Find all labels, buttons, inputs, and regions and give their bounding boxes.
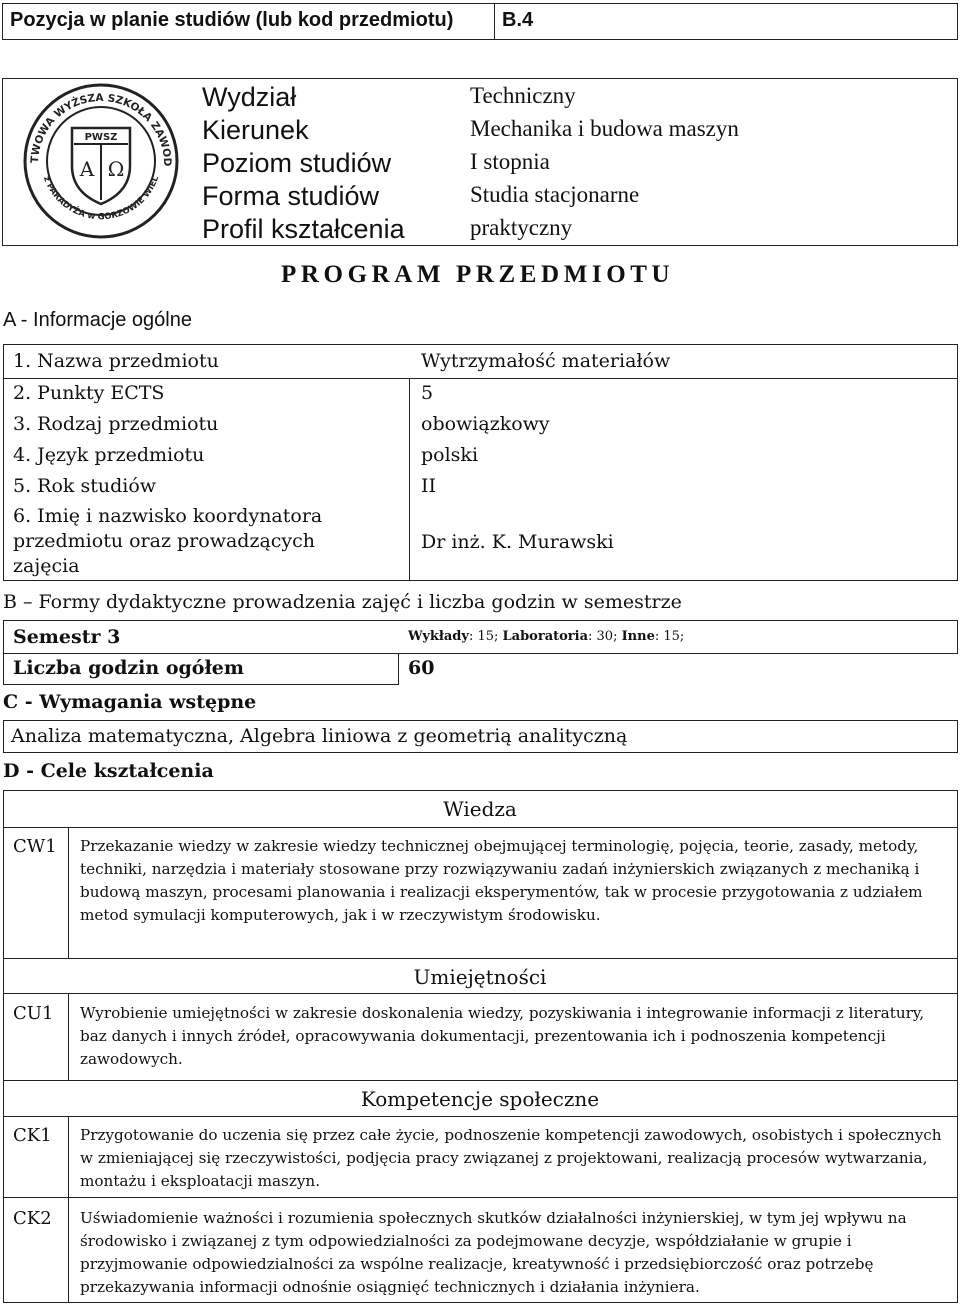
program-title: PROGRAM PRZEDMIOTU bbox=[281, 261, 675, 288]
form-other-hours: 15 bbox=[663, 629, 680, 644]
section-d-heading: D - Cele kształcenia bbox=[3, 760, 214, 782]
pwsz-logo bbox=[22, 82, 180, 240]
svg-text:Ω: Ω bbox=[107, 157, 125, 181]
objective-text-ck1: Przygotowanie do uczenia się przez całe życie, podnoszenie kompetencji zawodowych, osobistych i społecznych w zmieniającej się rzeczywistości, podjęcia pracy związanej z projektowani, realizacją procesów wytwarzania, montażu i eksploatacji maszyn. bbox=[80, 1126, 942, 1190]
language-value: polski bbox=[421, 444, 479, 466]
objective-code-cw1: CW1 bbox=[13, 836, 57, 857]
group-title-social: Kompetencje społeczne bbox=[360, 1087, 600, 1111]
coordinator-label-line1: 6. Imię i nazwisko koordynatora bbox=[13, 505, 323, 527]
year-label: 5. Rok studiów bbox=[13, 475, 157, 497]
position-code: B.4 bbox=[502, 9, 534, 31]
objective-code-cu1: CU1 bbox=[13, 1003, 54, 1024]
form-labs-name: Laboratoria bbox=[502, 629, 589, 644]
header-label-profile: Profil kształcenia bbox=[202, 214, 405, 244]
coordinator-label-line2: przedmiotu oraz prowadzących bbox=[13, 530, 316, 552]
form-other-name: Inne bbox=[621, 629, 655, 644]
prerequisites-text: Analiza matematyczna, Algebra liniowa z geometrią analityczną bbox=[11, 725, 628, 747]
header-label-field: Kierunek bbox=[202, 115, 309, 145]
objective-text-ck2: Uświadomienie ważności i rozumienia społecznych skutków działalności inżynierskiej, w tym jej wpływu na środowisko i związanej z tym odpowiedzialności za podejmowane decyzje, współdziałanie w grupie i przyjmowanie odpowiedzialności za wspólne realizacje, kreatywność i przedsiębiorczość oraz potrzebę przekazywania informacji odnośnie osiągnięć technicznych i działania inżyniera. bbox=[80, 1209, 907, 1296]
total-hours-value: 60 bbox=[408, 657, 435, 679]
language-label: 4. Język przedmiotu bbox=[13, 444, 205, 466]
section-a-heading: A - Informacje ogólne bbox=[3, 309, 192, 331]
group-title-knowledge: Wiedza bbox=[443, 797, 517, 821]
header-label-faculty: Wydział bbox=[202, 82, 297, 112]
header-value-faculty: Techniczny bbox=[470, 83, 576, 108]
total-hours-label: Liczba godzin ogółem bbox=[13, 657, 244, 679]
group-title-skills: Umiejętności bbox=[413, 965, 547, 989]
ects-value: 5 bbox=[421, 382, 434, 404]
form-lectures-name: Wykłady bbox=[408, 629, 469, 644]
header-value-profile: praktyczny bbox=[470, 215, 573, 240]
course-type-value: obowiązkowy bbox=[421, 413, 550, 435]
coordinator-label-line3: zajęcia bbox=[13, 555, 80, 577]
objective-text-cu1: Wyrobienie umiejętności w zakresie doskonalenia wiedzy, pozyskiwania i integrowanie informacji z literatury, baz danych i innych źródeł, opracowywania dokumentacji, prezentowania ich i podnoszenia kompetencji zawodowych. bbox=[80, 1004, 925, 1068]
semester-label: Semestr 3 bbox=[13, 626, 121, 648]
header-value-form: Studia stacjonarne bbox=[470, 182, 640, 207]
course-type-label: 3. Rodzaj przedmiotu bbox=[13, 413, 219, 435]
logo-seal-icon bbox=[22, 82, 180, 240]
objective-code-ck2: CK2 bbox=[13, 1208, 52, 1229]
section-b-heading: B – Formy dydaktyczne prowadzenia zajęć i liczba godzin w semestrze bbox=[3, 591, 682, 613]
svg-text:PAŃSTWOWA WYŻSZA SZKOŁA ZAWODO: TWOWA WYŻSZA SZKOŁA ZAWOD bbox=[28, 91, 174, 167]
ects-label: 2. Punkty ECTS bbox=[13, 382, 165, 404]
form-labs-hours: 30 bbox=[596, 629, 614, 644]
course-name-label: 1. Nazwa przedmiotu bbox=[13, 350, 219, 372]
forms-list: Wykłady: 15; Laboratoria: 30; Inne: 15; bbox=[408, 629, 685, 644]
svg-text:im. JAKUBA z PARADYŻA w GORZOW: z PARADYŻA w GORZOWIE WIEL bbox=[40, 174, 162, 223]
svg-text:PWSZ: PWSZ bbox=[84, 132, 118, 143]
form-lectures-hours: 15 bbox=[477, 629, 495, 644]
section-c-heading: C - Wymagania wstępne bbox=[3, 691, 257, 713]
year-value: II bbox=[421, 475, 437, 497]
objective-code-ck1: CK1 bbox=[13, 1125, 52, 1146]
position-label: Pozycja w planie studiów (lub kod przedmiotu) bbox=[10, 9, 454, 31]
course-name-value: Wytrzymałość materiałów bbox=[421, 350, 671, 372]
objective-text-cw1: Przekazanie wiedzy w zakresie wiedzy technicznej obejmującej terminologię, pojęcia, teorie, zasady, metody, techniki, narzędzia i materiały stosowane przy rozwiązywaniu zadań inżynierskich związanych z mechaniką i budową maszyn, procesami planowania i realizacji eksperymentów, tak w procesie przygotowania z udziałem metod symulacji komputerowych, jak i w rzeczywistym środowisku. bbox=[80, 837, 923, 924]
header-value-level: I stopnia bbox=[470, 149, 550, 174]
header-value-field: Mechanika i budowa maszyn bbox=[470, 116, 739, 141]
header-label-level: Poziom studiów bbox=[202, 148, 392, 178]
coordinator-value: Dr inż. K. Murawski bbox=[421, 531, 614, 553]
header-label-form: Forma studiów bbox=[202, 181, 380, 211]
svg-text:A: A bbox=[79, 157, 95, 181]
